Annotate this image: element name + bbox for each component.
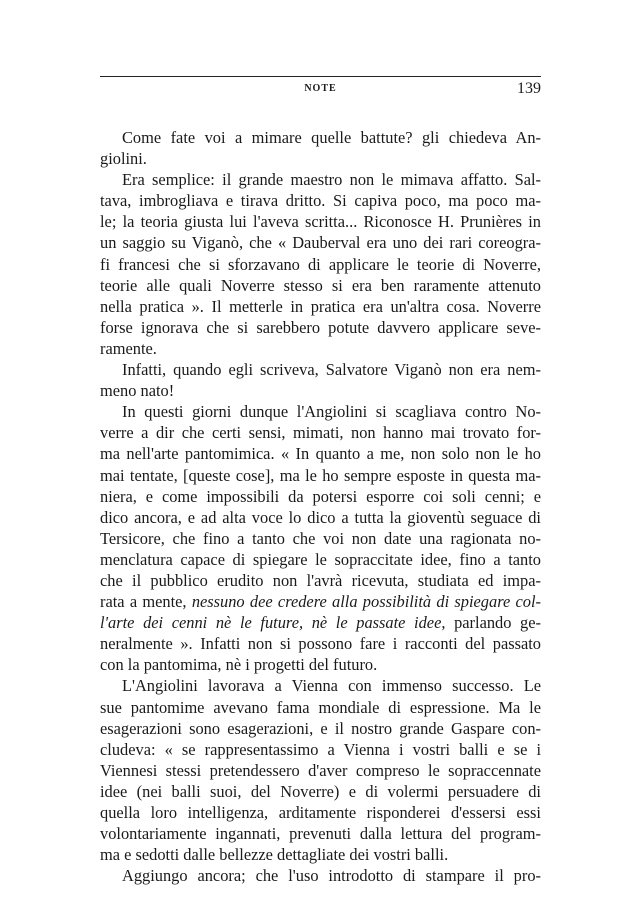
running-header: [100, 80, 541, 100]
text-line: niera, e come impossibili da potersi esporre coi soli cenni; e: [100, 486, 541, 506]
text-line: cludeva: « se rappresentassimo a Vienna i vostri balli e se i: [100, 739, 541, 759]
text-line: [100, 591, 541, 612]
text-line: ramente.: [100, 338, 157, 358]
text-line: meno nato!: [100, 381, 175, 401]
italic-quote: nessuno dee credere alla possibilità di spiegare col-: [191, 592, 542, 612]
text-line: menclatura capace di spiegare le sopraccitate idee, fino a tanto: [100, 549, 541, 569]
text-line: ma nell'arte pantomimica. « In quanto a me, non solo non le ho: [100, 444, 541, 464]
text-line: volontariamente ingannati, prevenuti dalla lettura del program-: [100, 824, 541, 844]
text-line: idee (nei balli suoi, del Noverre) e di volermi persuadere di: [100, 781, 541, 801]
text-line: ma e sedotti dalle bellezze dettagliate dei vostri balli.: [100, 845, 449, 865]
text-line: giolini.: [100, 149, 147, 169]
text-span: rata a mente,: [100, 592, 192, 612]
header-title: NOTE: [304, 83, 337, 94]
text-span: , parlando ge-: [441, 613, 541, 633]
text-line: dico ancora, e ad alta voce lo dico a tutta la gioventù seguace di: [100, 507, 541, 527]
text-line: verre a dir che certi sensi, mimati, non hanno mai trovato for-: [100, 423, 541, 443]
text-line: le; la teoria giusta lui l'aveva scritta... Riconosce H. Prunières in: [100, 212, 541, 232]
text-line: fi francesi che si sforzavano di applicare le teorie di Noverre,: [100, 254, 541, 274]
text-line: L'Angiolini lavorava a Vienna con immenso successo. Le: [122, 676, 541, 696]
text-line: neralmente ». Infatti non si possono fare i racconti del passato: [100, 634, 541, 654]
text-line: con la pantomima, nè i progetti del futuro.: [100, 655, 378, 675]
text-line: Aggiungo ancora; che l'uso introdotto di stampare il pro-: [122, 866, 541, 886]
header-rule: [100, 76, 541, 77]
text-line: sue pantomime avevano fama mondiale di espressione. Ma le: [100, 697, 541, 717]
text-line: forse ignorava che si sarebbero potute davvero applicare seve-: [100, 317, 541, 337]
text-line: Infatti, quando egli scriveva, Salvatore Viganò non era nem-: [122, 360, 541, 380]
text-line: che il pubblico erudito non l'avrà ricevuta, studiata ed impa-: [100, 570, 541, 590]
text-line: Come fate voi a mimare quelle battute? gli chiedeva An-: [122, 128, 541, 147]
italic-quote: l'arte dei cenni nè le future, nè le passate idee: [100, 613, 442, 633]
text-line: mai tentate, [queste cose], ma le ho sempre esposte in questa ma-: [100, 465, 541, 485]
text-line: Viennesi stessi pretendessero d'aver compreso le sopraccennate: [100, 760, 541, 780]
text-line: tava, imbrogliava e tirava dritto. Si capiva poco, ma poco ma-: [100, 191, 541, 211]
text-line: nella pratica ». Il metterle in pratica era un'altra cosa. Noverre: [100, 296, 541, 316]
text-line: quella loro intelligenza, arditamente risponderei d'essersi essi: [100, 803, 541, 822]
text-line: Era semplice: il grande maestro non le mimava affatto. Sal-: [122, 170, 541, 190]
body-text: [100, 127, 541, 886]
text-line: esagerazioni sono esagerazioni, e il nostro grande Gaspare con-: [100, 718, 541, 738]
text-line: un saggio su Viganò, che « Dauberval era uno dei rari coreogra-: [100, 233, 541, 253]
text-line: teorie alle quali Noverre stesso si era ben raramente attenuto: [100, 275, 541, 295]
text-line: Tersicore, che fino a tanto che voi non date una ragionata no-: [100, 528, 541, 548]
page-number: 139: [517, 80, 541, 97]
text-line: In questi giorni dunque l'Angiolini si scagliava contro No-: [122, 402, 541, 422]
text-line: [100, 612, 541, 633]
